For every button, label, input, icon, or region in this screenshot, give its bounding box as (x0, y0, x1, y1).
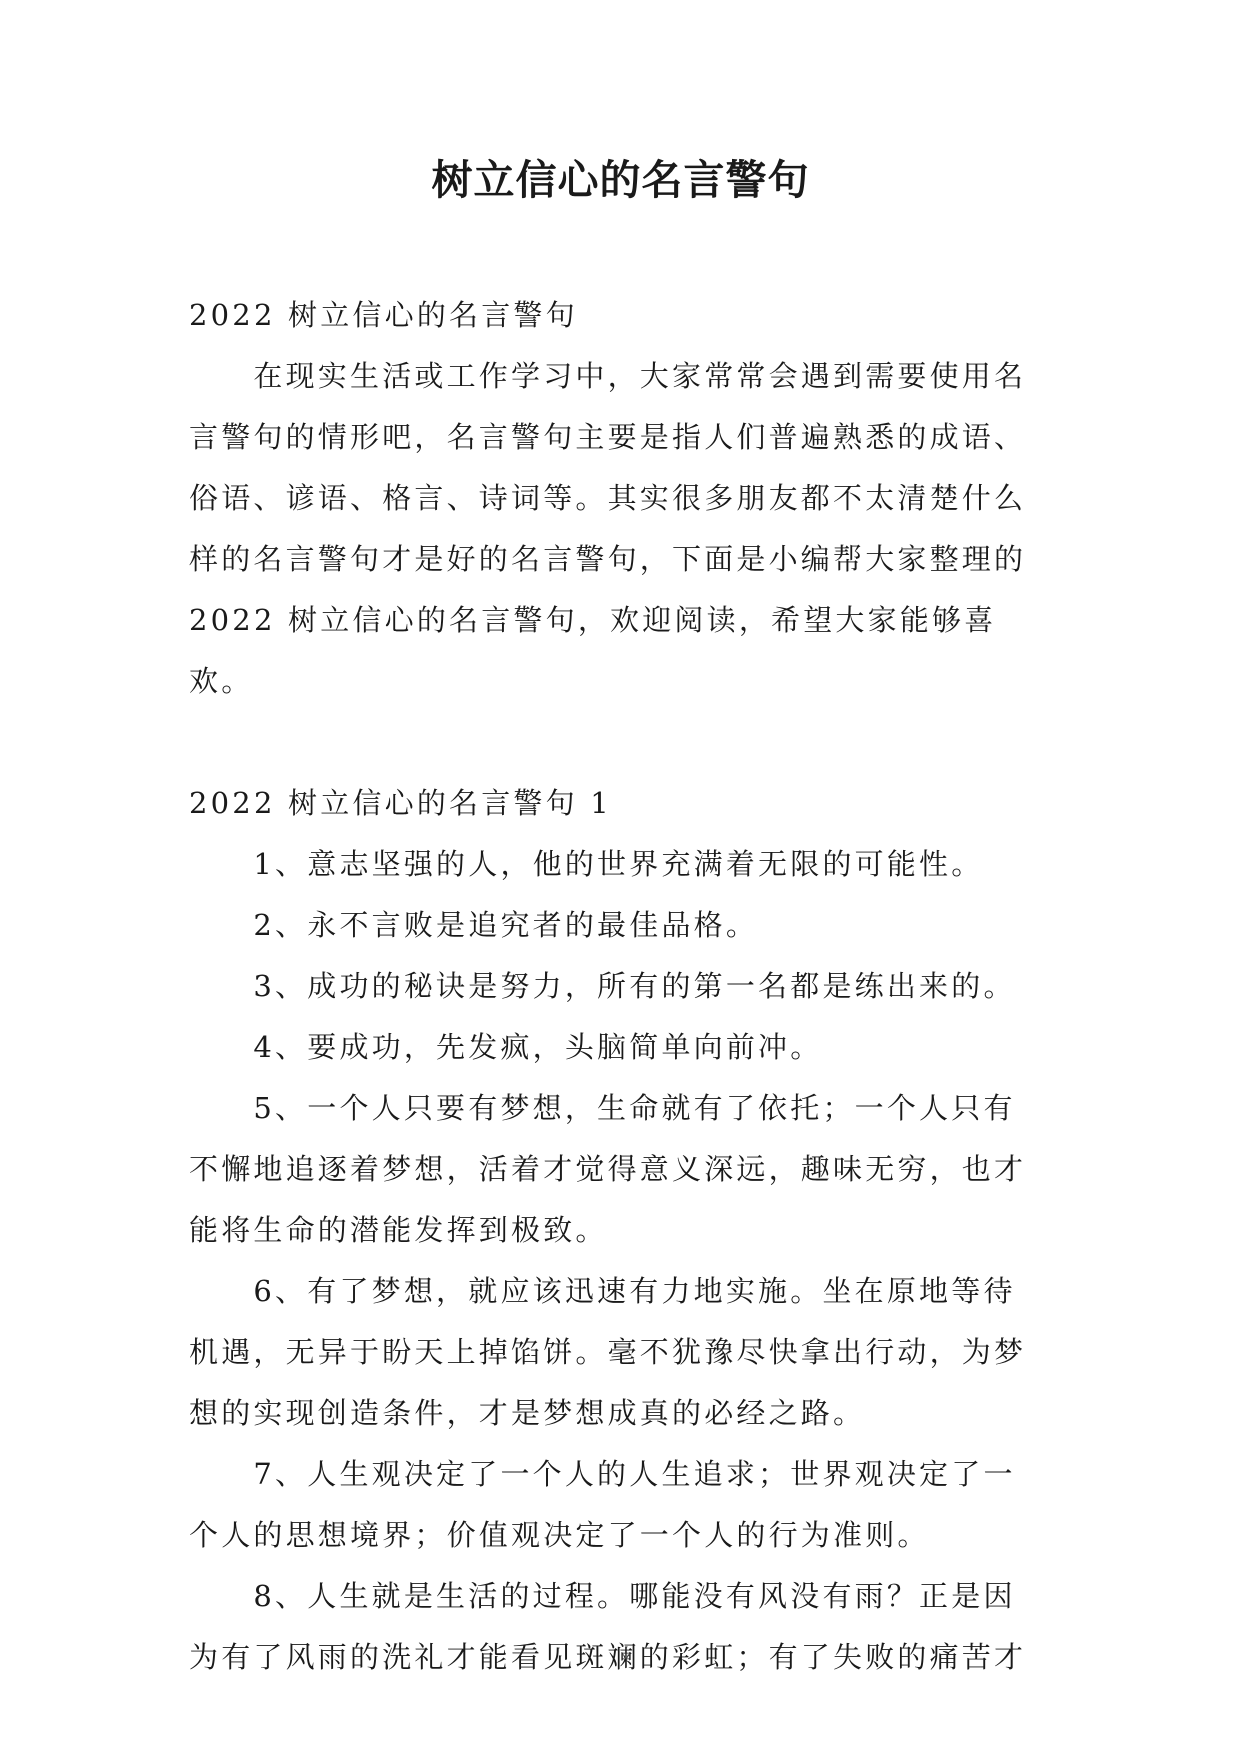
item-line-12: 个人的思想境界；价值观决定了一个人的行为准则。 (189, 1518, 930, 1552)
intro-line-2: 言警句的情形吧，名言警句主要是指人们普遍熟悉的成语、 (189, 420, 1027, 454)
intro-line-5: 2022 树立信心的名言警句，欢迎阅读，希望大家能够喜欢。 (189, 603, 997, 698)
section-spacer (189, 712, 1059, 773)
item-line-8: 6、有了梦想，就应该迅速有力地实施。坐在原地等待 (189, 1274, 1016, 1308)
intro-line-4: 样的名言警句才是好的名言警句，下面是小编帮大家整理的 (189, 542, 1027, 576)
item-line-3: 3、成功的秘诀是努力，所有的第一名都是练出来的。 (189, 969, 1016, 1003)
section-heading: 2022 树立信心的名言警句 1 (189, 786, 612, 820)
intro-line-1: 在现实生活或工作学习中，大家常常会遇到需要使用名 (189, 359, 1027, 393)
item-line-7: 能将生命的潜能发挥到极致。 (189, 1213, 608, 1247)
document-title: 树立信心的名言警句 (431, 156, 810, 204)
item-line-6: 不懈地追逐着梦想，活着才觉得意义深远，趣味无穷，也才 (189, 1152, 1027, 1186)
item-line-10: 想的实现创造条件，才是梦想成真的必经之路。 (189, 1396, 866, 1430)
document-body (189, 285, 1059, 1688)
intro-line-3: 俗语、谚语、格言、诗词等。其实很多朋友都不太清楚什么 (189, 481, 1027, 515)
item-line-14: 为有了风雨的洗礼才能看见斑斓的彩虹；有了失败的痛苦才 (189, 1640, 1027, 1674)
item-line-4: 4、要成功，先发疯，头脑简单向前冲。 (189, 1030, 823, 1064)
item-line-9: 机遇，无异于盼天上掉馅饼。毫不犹豫尽快拿出行动，为梦 (189, 1335, 1027, 1369)
item-line-13: 8、人生就是生活的过程。哪能没有风没有雨？正是因 (189, 1579, 1016, 1613)
item-line-5: 5、一个人只要有梦想，生命就有了依托；一个人只有 (189, 1091, 1016, 1125)
subtitle-line: 2022 树立信心的名言警句 (189, 298, 578, 332)
item-line-11: 7、人生观决定了一个人的人生追求；世界观决定了一 (189, 1457, 1016, 1491)
item-line-2: 2、永不言败是追究者的最佳品格。 (189, 908, 759, 942)
item-line-1: 1、意志坚强的人，他的世界充满着无限的可能性。 (189, 847, 984, 881)
